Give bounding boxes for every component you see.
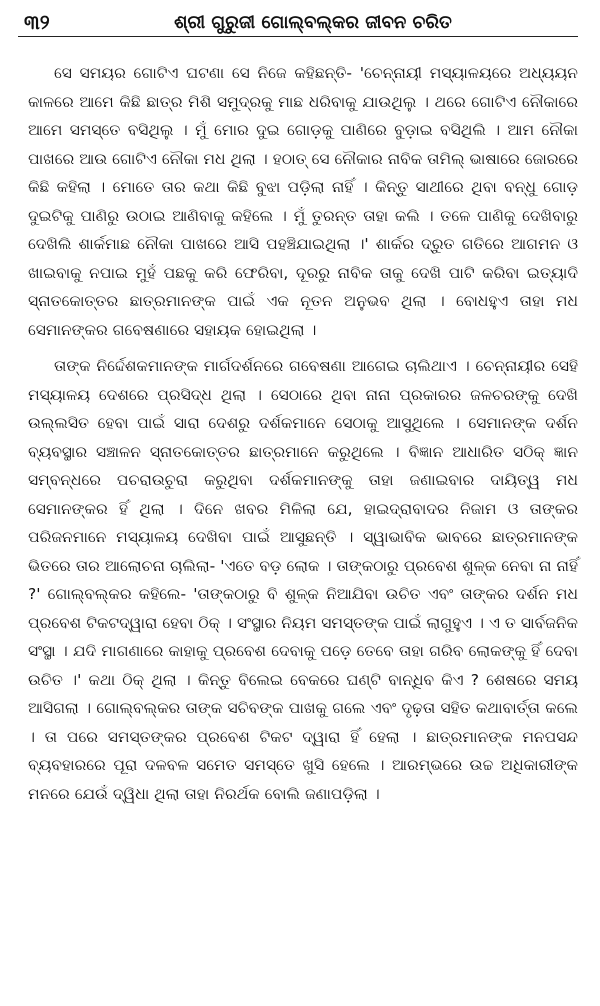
paragraph: ସେ ସମୟର ଗୋଟିଏ ଘଟଣା ସେ ନିଜେ କହିଛନ୍ତି- 'ଚେନ୍ନାୟୀ ମସ୍ୟାଳୟରେ ଅଧ୍ୟୟନ କାଳରେ ଆମେ କିଛି ଛାତ୍ର ମିଶି ସମୁଦ୍ରକୁ ମାଛ ଧରିବାକୁ ଯାଉଥିଲୁ । ଥରେ ଗୋଟିଏ ନୌକାରେ ଆମେ ସମସ୍ତେ ବସିଥିଲୁ । ମୁଁ ମୋର ଦୁଇ ଗୋଡ଼କୁ ପାଣିରେ ବୁଡ଼ାଇ ବସିଥିଲି । ଆମ ନୌକା ପାଖରେ ଆଉ ଗୋଟିଏ ନୌକା ମଧ ଥିଲା । ହଠାତ୍ ସେ ନୌକାର ନାବିକ ତାମିଲ୍ ଭାଷାରେ ଜୋରରେ କିଛି କହିଲା । ମୋତେ ତାର କଥା କିଛି ବୁଝା ପଡ଼ିଲା ନାହିଁ । କିନ୍ତୁ ସାଥୀରେ ଥିବା ବନ୍ଧୁ ଗୋଡ଼ ଦୁଇଟିକୁ ପାଣିରୁ ଉଠାଇ ଆଣିବାକୁ କହିଲେ । ମୁଁ ତୁରନ୍ତ ତାହା କଲି । ତଳେ ପାଣିକୁ ଦେଖିବାରୁ ଦେଖିଲି ଶାର୍କମାଛ ନୌକା ପାଖରେ ଆସି ପହଞ୍ଚିଯାଇଥିଲା ।' ଶାର୍କର ଦ୍ରୁତ ଗତିରେ ଆଗମନ ଓ ଖାଇବାକୁ ନପାଇ ମୁହଁ ପଛକୁ କରି ଫେରିବା, ଦୂରରୁ ନାବିକ ତାକୁ ଦେଖି ପାଟି କରିବା ଇତ୍ୟାଦି ସ୍ନାତକୋତ୍ତର ଛାତ୍ରମାନଙ୍କ ପାଇଁ ଏକ ନୂତନ ଅନୁଭବ ଥିଲା । ବୋଧହୁଏ ତାହା ମଧ ସେମାନଙ୍କର ଗବେଷଣାରେ ସହାୟକ ହୋଇଥିଲା । bbox=[28, 64, 578, 339]
running-title: ଶ୍ରୀ ଗୁରୁଜୀ ଗୋଲ୍‌ବଲ୍‌କର ଜୀବନ ଚରିତ bbox=[174, 12, 452, 33]
body-text bbox=[18, 59, 578, 808]
page-header bbox=[18, 6, 578, 37]
page-number: ୩୨ bbox=[24, 10, 50, 34]
paragraph: ତାଙ୍କ ନିର୍ଦ୍ଦେଶକମାନଙ୍କ ମାର୍ଗଦର୍ଶନରେ ଗବେଷଣା ଆଗେଇ ଚାଲିଥାଏ । ଚେନ୍ନାୟୀର ସେହି ମସ୍ୟାଳୟ ଦେଶରେ ପ୍ରସିଦ୍ଧ ଥିଲା । ସେଠାରେ ଥିବା ନାନା ପ୍ରକାରର ଜଳଚରଙ୍କୁ ଦେଖି ଉଲ୍ଲସିତ ହେବା ପାଇଁ ସାରା ଦେଶରୁ ଦର୍ଶକମାନେ ସେଠାକୁ ଆସୁଥିଲେ । ସେମାନଙ୍କ ଦର୍ଶନ ବ୍ୟବସ୍ଥାର ସଞ୍ଚାଳନ ସ୍ନାତକୋତ୍ତର ଛାତ୍ରମାନେ କରୁଥିଲେ । ବିଜ୍ଞାନ ଆଧାରିତ ସଠିକ୍ ଜ୍ଞାନ ସମ୍ବନ୍ଧରେ ପଚରାଉଚୁରା କରୁଥିବା ଦର୍ଶକମାନଙ୍କୁ ତାହା ଜଣାଇବାର ଦାୟିତ୍ୱ ମଧ ସେମାନଙ୍କର ହିଁ ଥିଲା । ଦିନେ ଖବର ମିଳିଲା ଯେ, ହାଇଦ୍ରାବାଦର ନିଜାମ ଓ ତାଙ୍କର ପରିଜନମାନେ ମସ୍ୟାଳୟ ଦେଖିବା ପାଇଁ ଆସୁଛନ୍ତି । ସ୍ୱାଭାବିକ ଭାବରେ ଛାତ୍ରମାନଙ୍କ ଭିତରେ ତାର ଆଲୋଚନା ଚାଲିଲା- 'ଏତେ ବଡ଼ ଲୋକ । ତାଙ୍କଠାରୁ ପ୍ରବେଶ ଶୁଳ୍କ ନେବା ନା ନାହିଁ ?' ଗୋଲ୍‌ବଲ୍‌କର କହିଲେ- 'ତାଙ୍କଠାରୁ ବି ଶୁଳ୍କ ନିଆଯିବା ଉଚିତ ଏବଂ ତାଙ୍କର ଦର୍ଶନ ମଧ ପ୍ରବେଶ ଟିକଟଦ୍ୱାରା ହେବା ଠିକ୍ । ସଂସ୍ଥାର ନିୟମ ସମସ୍ତଙ୍କ ପାଇଁ ଲାଗୁହୁଏ । ଏ ତ ସାର୍ବଜନିକ ସଂସ୍ଥା । ଯଦି ମାଗଣାରେ କାହାକୁ ପ୍ରବେଶ ଦେବାକୁ ପଡ଼େ ତେବେ ତାହା ଗରିବ ଲୋକଙ୍କୁ ହିଁ ଦେବା ଉଚିତ ।' କଥା ଠିକ୍ ଥିଲା । କିନ୍ତୁ ବିଲେଇ ବେକରେ ଘଣ୍ଟି ବାନ୍ଧିବ କିଏ ? ଶେଷରେ ସମୟ ଆସିଗଲା । ଗୋଲ୍‌ବଲ୍‌କର ତାଙ୍କ ସଚିବଙ୍କ ପାଖକୁ ଗଲେ ଏବଂ ଦୃଢ଼ତା ସହିତ କଥାବାର୍ତ୍ତା କଲେ । ତା ପରେ ସମସ୍ତଙ୍କର ପ୍ରବେଶ ଟିକଟ ଦ୍ୱାରା ହିଁ ହେଲା । ଛାତ୍ରମାନଙ୍କ ମନପସନ୍ଦ ବ୍ୟବହାରରେ ପୂରା ଦଳବଳ ସମେତ ସମସ୍ତେ ଖୁସି ହେଲେ । ଆରମ୍ଭରେ ଉଚ୍ଚ ଅଧିକାରୀଙ୍କ ମନରେ ଯେଉଁ ଦ୍ୱିଧା ଥିଲା ତାହା ନିରର୍ଥକ ବୋଲି ଜଣାପଡ଼ିଲା । bbox=[28, 357, 578, 803]
